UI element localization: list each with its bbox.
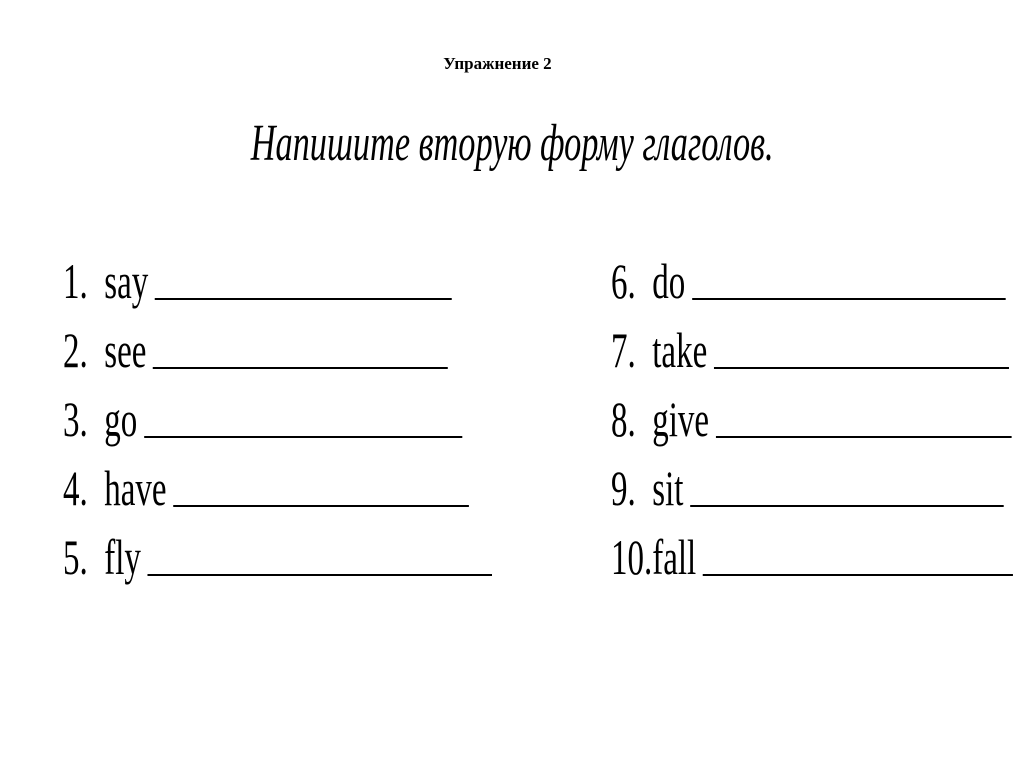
- instruction-heading: [0, 108, 1024, 180]
- item-number: 10.: [611, 529, 653, 585]
- item-verb: fly: [104, 529, 141, 585]
- exercise-title: Упражнение 2: [443, 54, 552, 73]
- item-verb: go: [104, 391, 138, 447]
- exercise-item-4: [30, 395, 469, 516]
- item-number: 6.: [611, 253, 636, 309]
- item-verb: sit: [652, 460, 684, 516]
- instruction-text: Напишите вторую форму глаголов.: [250, 115, 774, 172]
- answer-blank: [148, 574, 493, 576]
- exercise-item-10: [578, 464, 1013, 585]
- item-number: 8.: [611, 391, 636, 447]
- exercise-item-7: [578, 257, 1009, 378]
- exercise-item-8: [578, 326, 1011, 447]
- item-verb: have: [104, 460, 167, 516]
- item-verb: do: [652, 253, 686, 309]
- exercise-item-2: [30, 257, 448, 378]
- item-number: 9.: [611, 460, 636, 516]
- answer-blank: [703, 574, 1013, 576]
- exercise-item-6: [578, 188, 1005, 309]
- exercise-item-1: [30, 188, 452, 309]
- exercise-item-9: [578, 395, 1004, 516]
- item-number: 2.: [63, 322, 88, 378]
- item-verb: see: [104, 322, 147, 378]
- item-number: 5.: [63, 529, 88, 585]
- exercise-item-5: [30, 464, 492, 585]
- item-number: 3.: [63, 391, 88, 447]
- item-verb: fall: [652, 529, 697, 585]
- item-number: 4.: [63, 460, 88, 516]
- item-verb: give: [652, 391, 710, 447]
- item-number: 1.: [63, 253, 88, 309]
- exercise-item-3: [30, 326, 462, 447]
- item-verb: say: [104, 253, 149, 309]
- item-number: 7.: [611, 322, 636, 378]
- item-verb: take: [652, 322, 708, 378]
